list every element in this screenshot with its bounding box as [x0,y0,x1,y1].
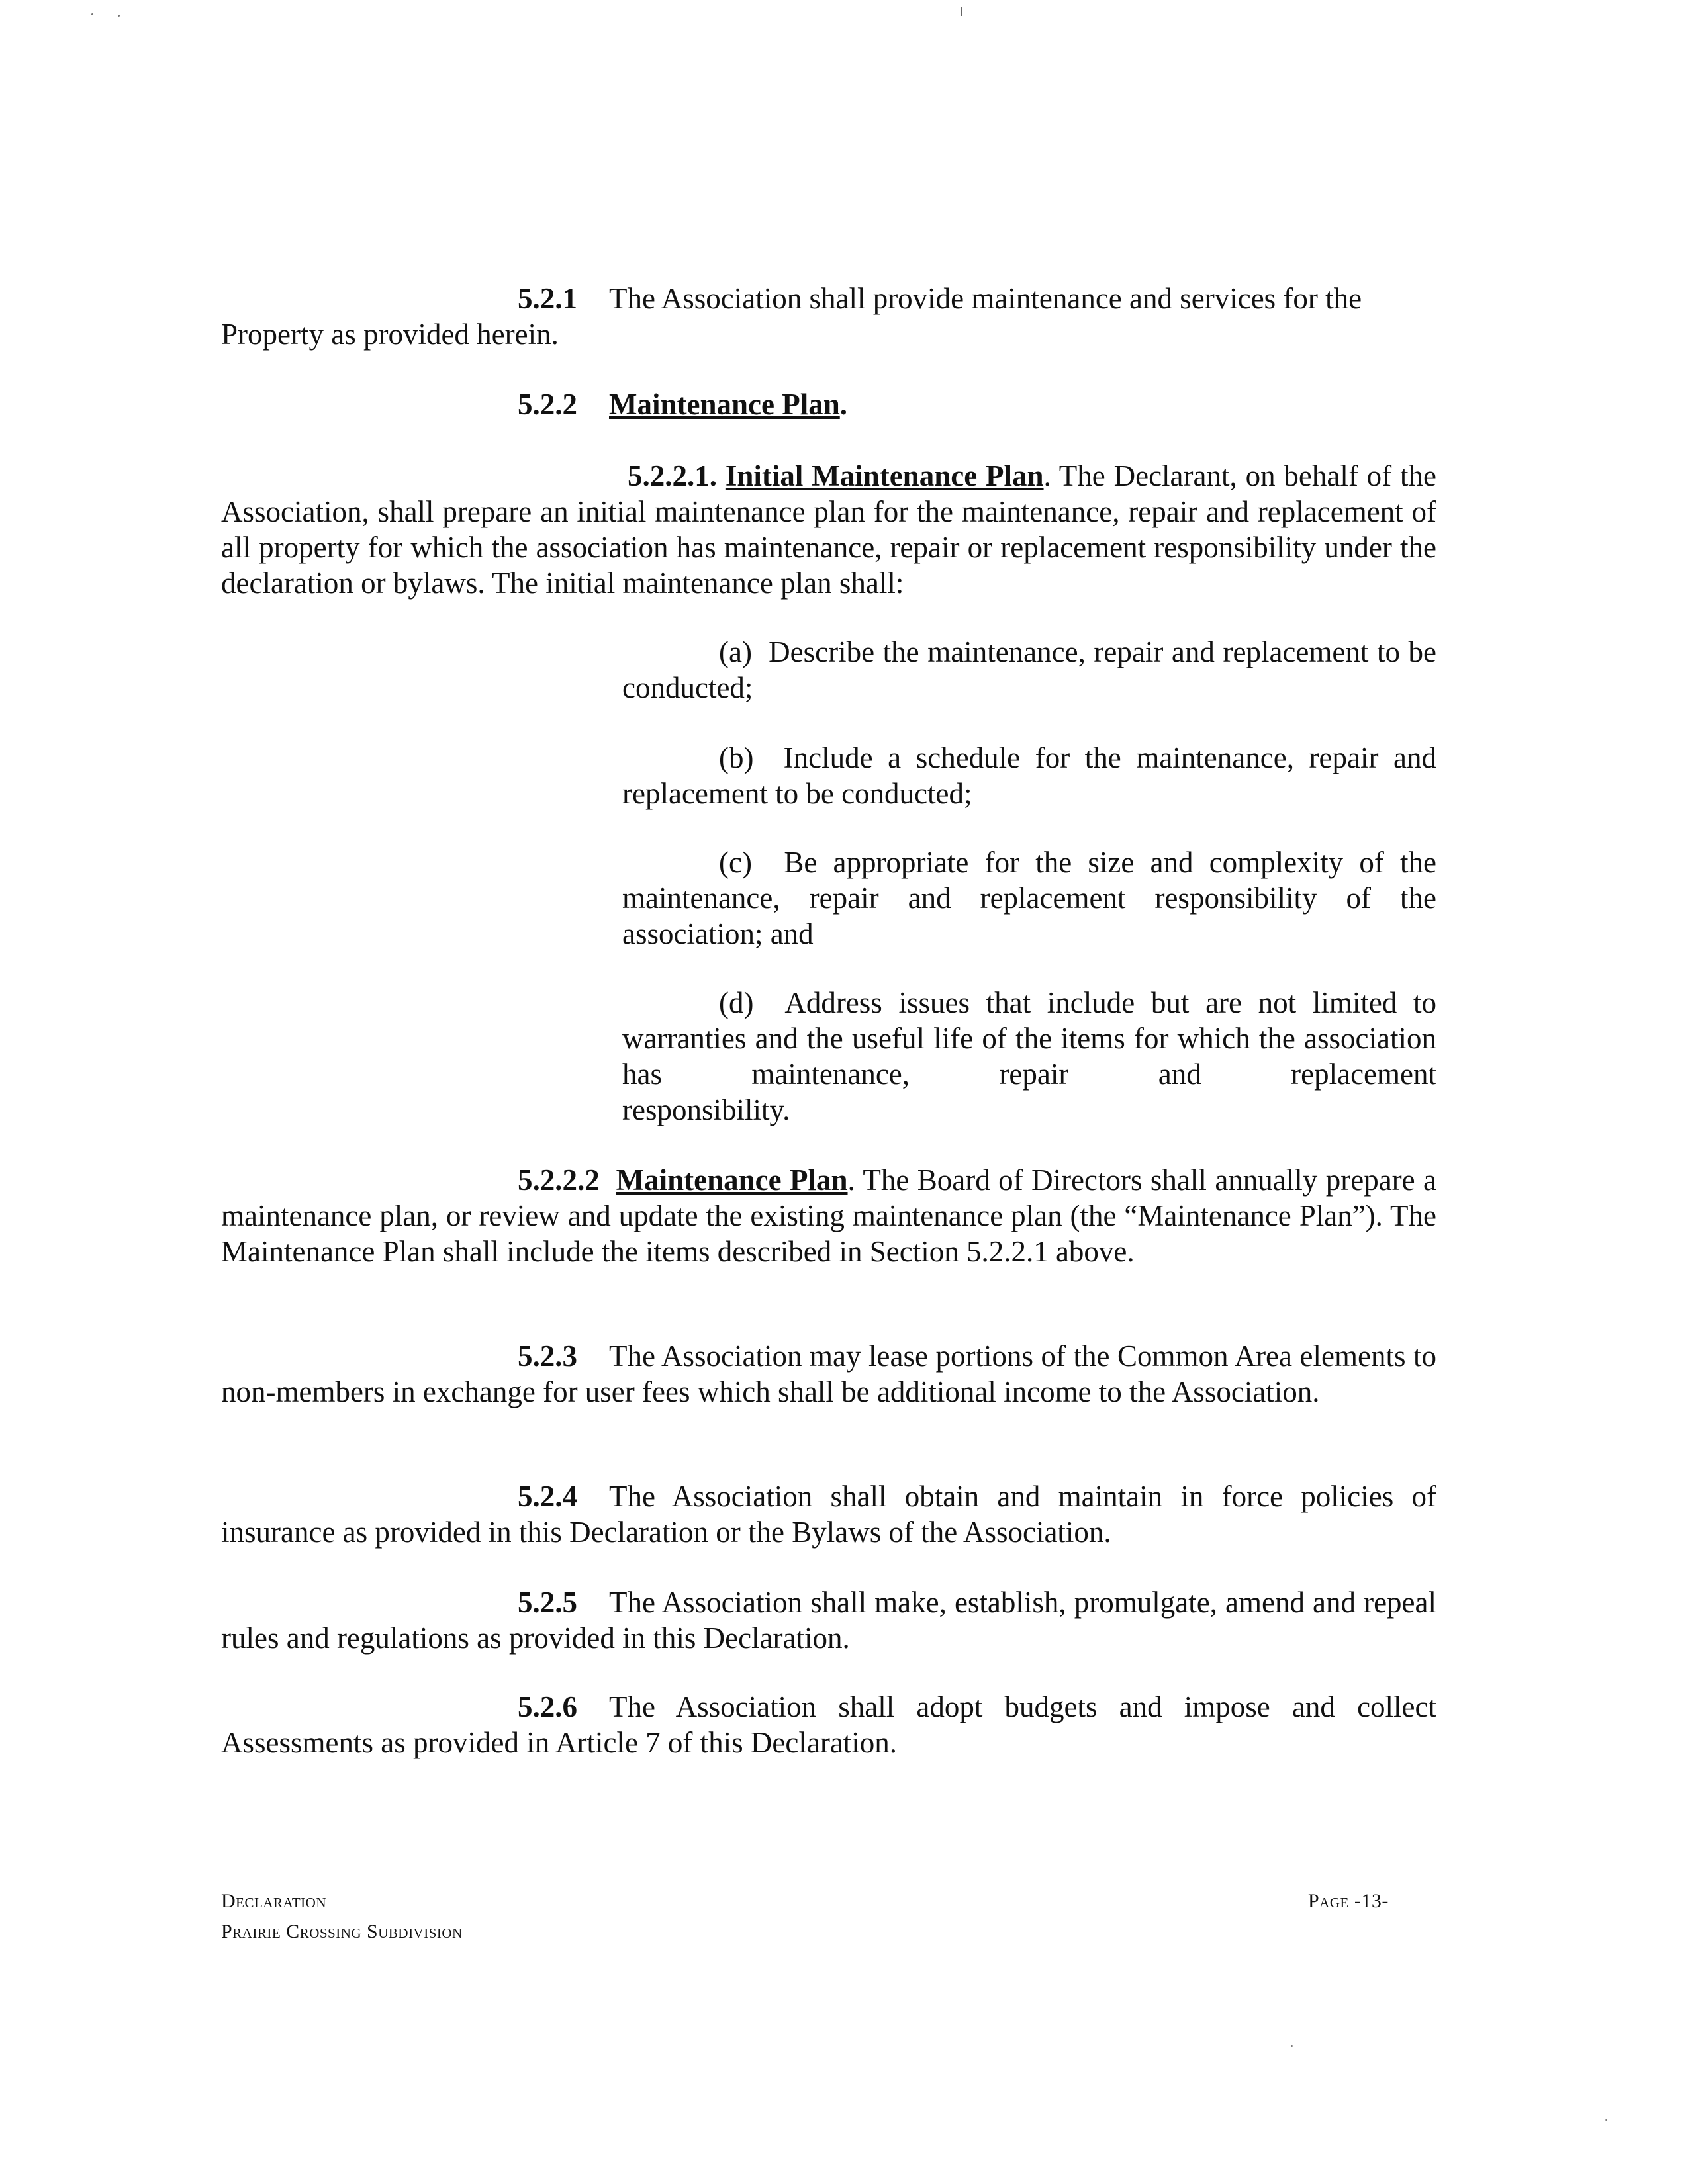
list-item-b [622,740,1436,811]
footer-subdivision: Prairie Crossing Subdivision [221,1921,463,1942]
list-item-a [622,634,1436,705]
scan-speck [1291,2045,1293,2047]
section-number: 5.2.1 [518,282,577,315]
section-5-2-5 [221,1584,1436,1656]
section-body: the Association, shall prepare an initial maintenance plan for the maintenance, repair and replacement of all property for which the association has maintenance, repair or replacement responsibility under the declaration or bylaws. The initial maintenance plan shall: [221,459,1436,600]
section-number: 5.2.6 [518,1690,577,1723]
section-text: The Association shall provide maintenance and services for the [609,282,1362,315]
section-text: The Association shall make, establish, promulgate, amend and repeal rules and regulations as provided in this Declaration. [221,1586,1436,1655]
section-number: 5.2.4 [518,1480,577,1513]
list-item-text-continued: responsibility. [622,1093,790,1126]
section-text: The Association may lease portions of the Common Area elements to non-members in exchange for user fees which shall be additional income to the Association. [221,1340,1436,1408]
section-heading: Maintenance Plan [609,388,840,421]
section-5-2-4 [221,1479,1436,1550]
footer-page-number: Page -13- [1308,1890,1389,1912]
list-item-text: Include a schedule for the maintenance, repair and replacement to be conducted; [622,741,1436,810]
section-body: prepare a maintenance plan, or review and update the existing maintenance plan (the “Maintenance Plan”). The Maintenance Plan shall include the items described in Section 5.2.2.1 above. [221,1163,1437,1268]
section-number: 5.2.2.1. [628,459,717,492]
scan-speck [1605,2119,1607,2121]
section-5-2-2 [221,387,1436,422]
list-item-text: Address issues that include but are not limited to warranties and the useful life of the items for which the association has maintenance, repair and replacement [622,986,1436,1091]
list-item-label: (a) [719,635,752,668]
section-text: The Association shall adopt budgets and impose and collect Assessments as provided in Article 7 of this Declaration. [221,1690,1436,1759]
list-item-label: (d) [719,986,754,1019]
scan-speck [118,15,120,17]
section-text: . The Declarant, on behalf of [1043,459,1392,492]
section-number: 5.2.3 [518,1340,577,1373]
list-item-text: Describe the maintenance, repair and replacement to be conducted; [622,635,1437,704]
list-item-c [622,844,1436,952]
section-text: . The Board of Directors shall annually [847,1163,1318,1197]
list-item-d-last-line [622,1092,1436,1128]
scan-mark [961,7,962,16]
list-item-d [622,985,1436,1092]
list-item-label: (b) [719,741,754,774]
section-text-continued: Property as provided herein. [221,318,559,351]
section-number: 5.2.5 [518,1586,577,1619]
footer-document-info [221,1886,463,1947]
list-item-label: (c) [719,846,752,879]
scan-speck [91,13,93,15]
section-5-2-2-2 [221,1162,1436,1269]
heading-period: . [839,388,847,421]
footer-doc-title: Declaration [221,1890,326,1912]
section-heading: Maintenance Plan [616,1163,848,1197]
section-heading: Initial Maintenance Plan [725,459,1044,492]
section-5-2-2-1 [221,458,1436,601]
section-5-2-1 [221,281,1436,352]
section-5-2-3 [221,1338,1436,1410]
section-number: 5.2.2 [518,388,577,421]
section-text: The Association shall obtain and maintain in force policies of insurance as provided in this Declaration or the Bylaws of the Association. [221,1480,1436,1549]
list-item-text: Be appropriate for the size and complexity of the maintenance, repair and replacement responsibility of the association; and [622,846,1436,950]
section-number: 5.2.2.2 [518,1163,600,1197]
section-5-2-6 [221,1689,1436,1760]
